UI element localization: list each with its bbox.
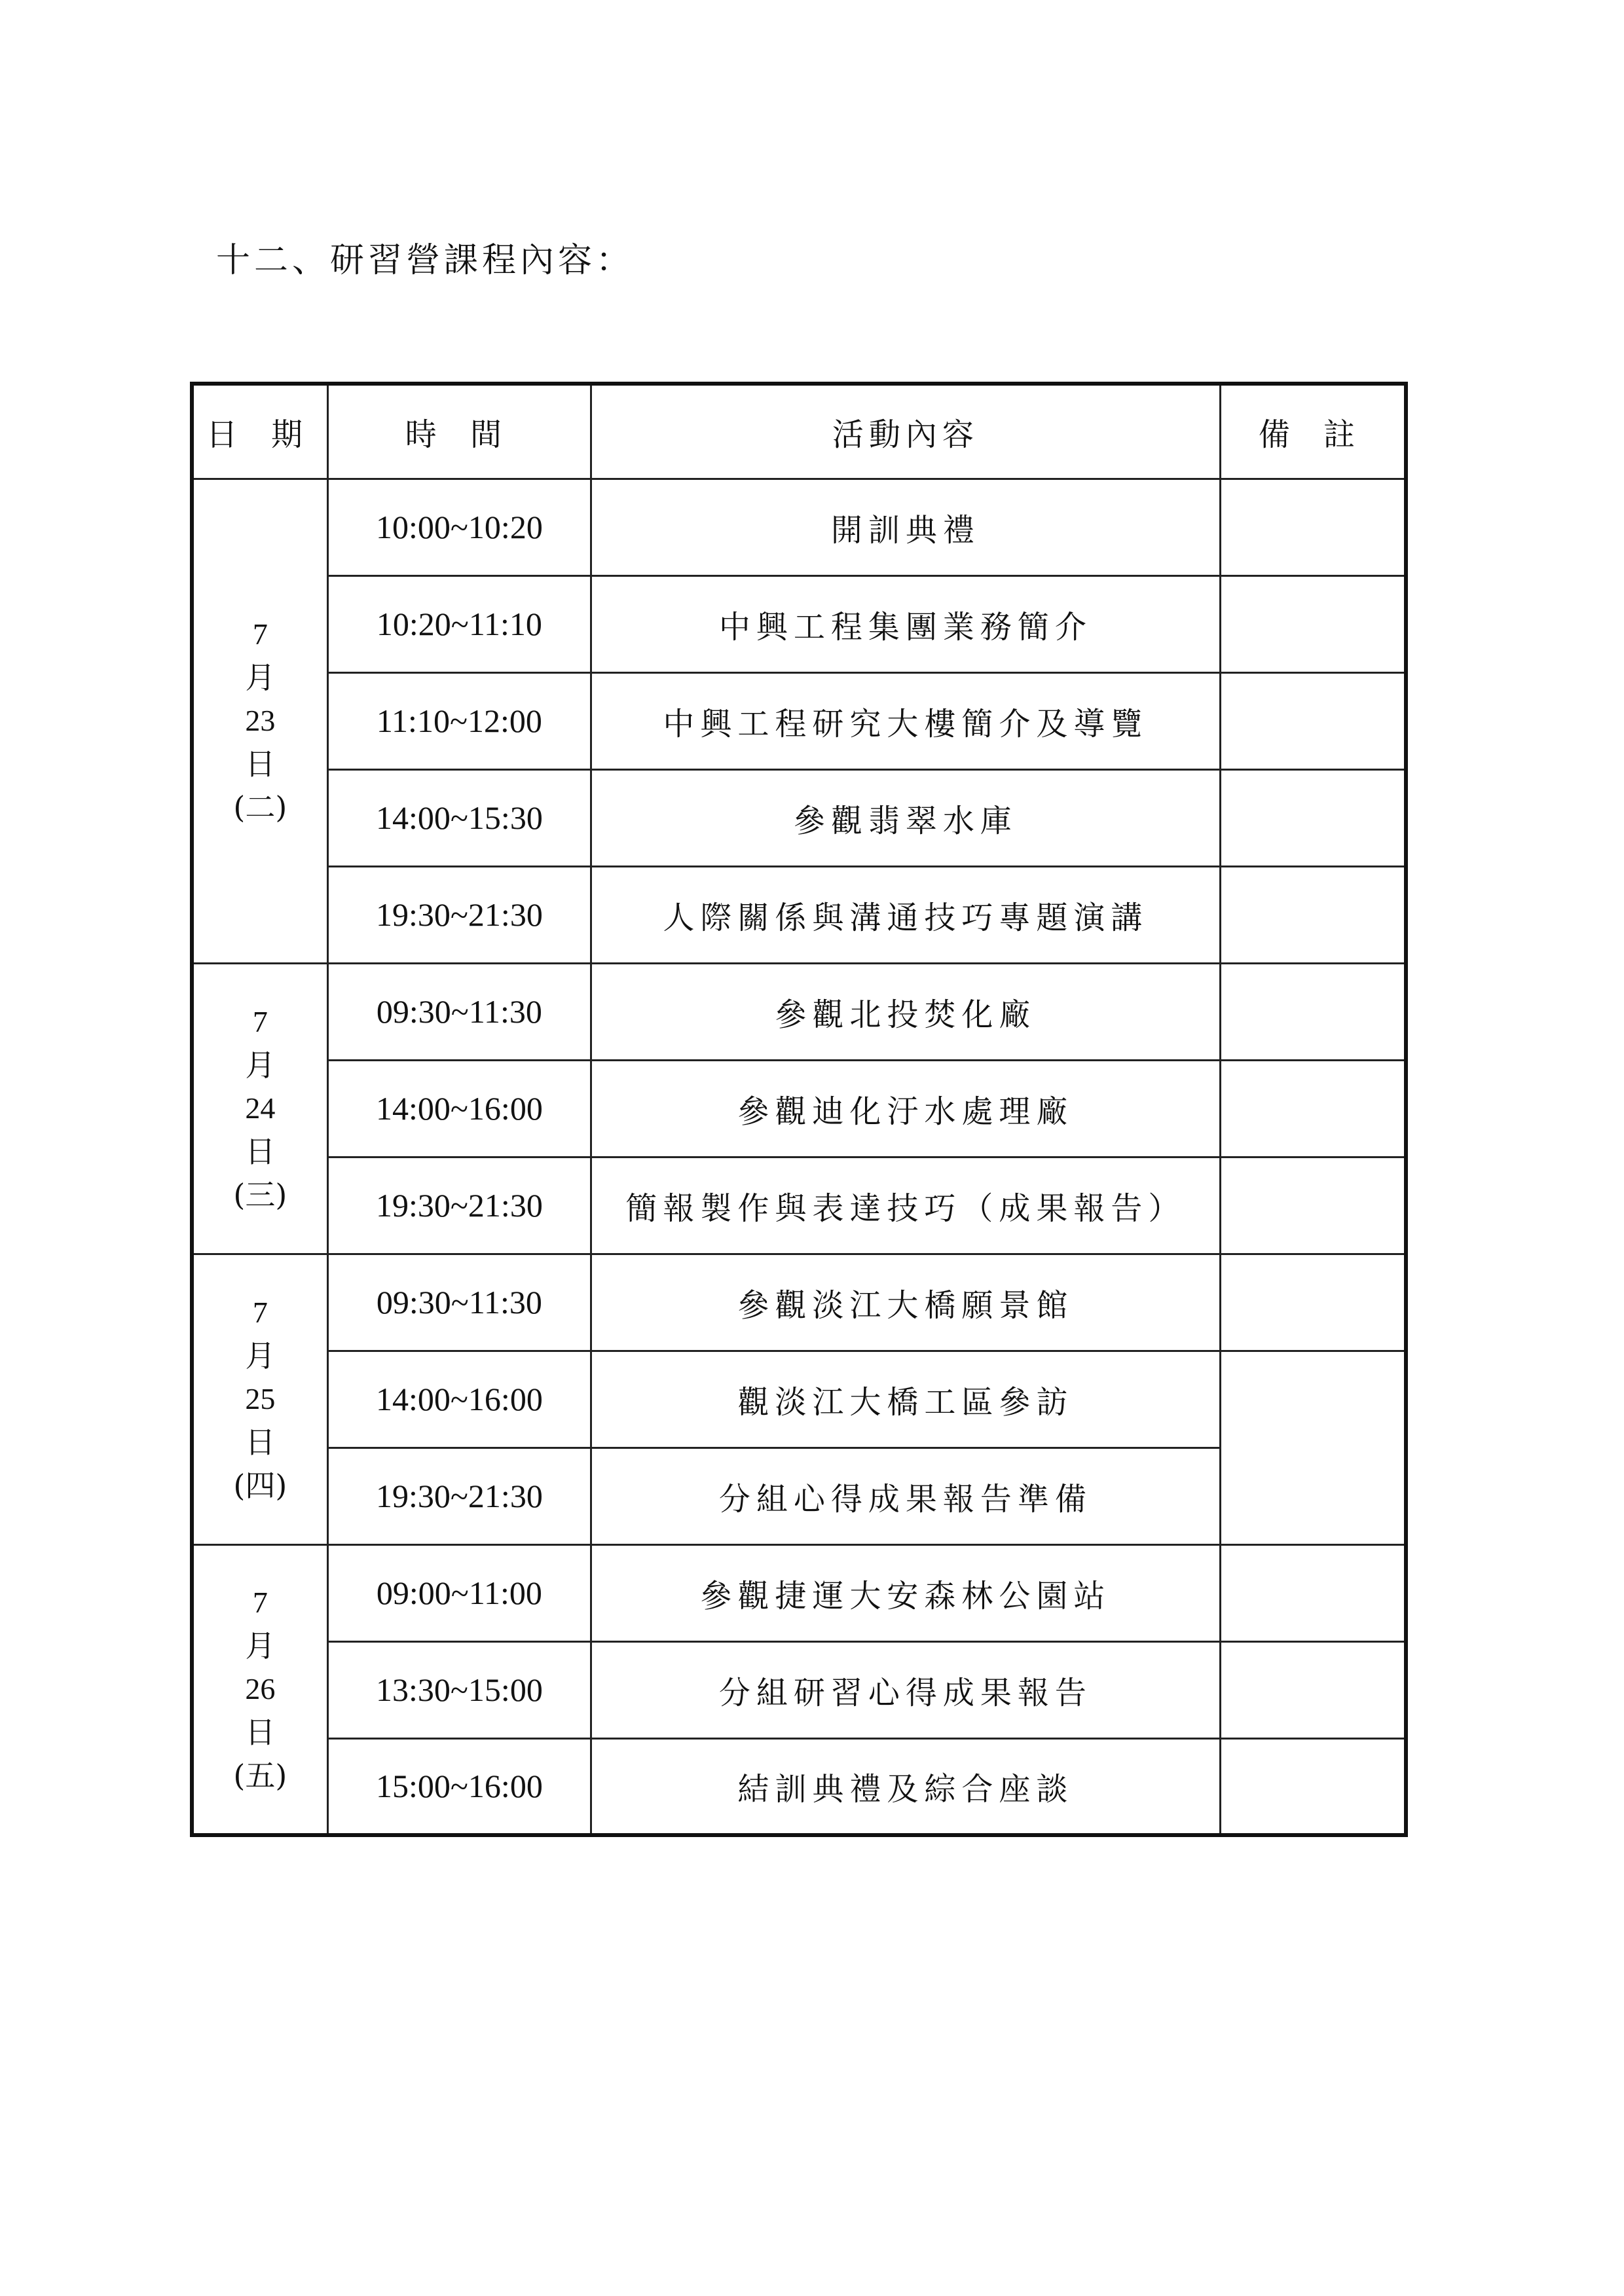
- session-activity: 分組心得成果報告準備: [591, 1448, 1221, 1544]
- session-activity: 參觀淡江大橋願景館: [591, 1254, 1221, 1351]
- session-note: [1220, 1157, 1406, 1254]
- session-activity: 結訓典禮及綜合座談: [591, 1738, 1221, 1835]
- table-row: [192, 769, 1406, 866]
- session-time: 15:00~16:00: [327, 1738, 591, 1835]
- session-activity: 開訓典禮: [591, 479, 1221, 575]
- session-note: [1220, 1544, 1406, 1641]
- date-month-char: 月: [245, 1338, 276, 1374]
- header-activity: 活動內容: [591, 384, 1221, 479]
- session-time: 09:00~11:00: [327, 1544, 591, 1641]
- table-row: [192, 479, 1406, 575]
- session-activity: 參觀北投焚化廠: [591, 963, 1221, 1060]
- table-row: [192, 963, 1406, 1060]
- session-activity: 參觀迪化汙水處理廠: [591, 1060, 1221, 1157]
- session-activity: 觀淡江大橋工區參訪: [591, 1351, 1221, 1448]
- session-note: [1220, 1641, 1406, 1738]
- session-time: 14:00~15:30: [327, 769, 591, 866]
- section-title: 十二、研習營課程內容：: [216, 241, 635, 280]
- table-row: [192, 1544, 1406, 1641]
- session-note: [1220, 1738, 1406, 1835]
- date-month: 7: [252, 1586, 268, 1620]
- date-day-char: 日: [245, 746, 276, 782]
- date-cell-day-3: [192, 1254, 327, 1544]
- table-row: [192, 1351, 1406, 1448]
- session-time: 19:30~21:30: [327, 866, 591, 963]
- session-note: [1220, 479, 1406, 575]
- session-activity: 參觀捷運大安森林公園站: [591, 1544, 1221, 1641]
- date-month: 7: [252, 1296, 268, 1329]
- session-activity: 參觀翡翠水庫: [591, 769, 1221, 866]
- date-weekday: (四): [233, 1468, 287, 1503]
- session-time: 10:00~10:20: [327, 479, 591, 575]
- date-day-char: 日: [245, 1134, 276, 1169]
- table-row: [192, 1157, 1406, 1254]
- date-cell-day-1: [192, 479, 327, 963]
- table-row: [192, 1060, 1406, 1157]
- date-day-char: 日: [245, 1715, 276, 1751]
- session-note: [1220, 672, 1406, 769]
- date-weekday: (三): [233, 1177, 287, 1212]
- session-time: 11:10~12:00: [327, 672, 591, 769]
- session-note: [1220, 769, 1406, 866]
- session-note: [1220, 1351, 1406, 1544]
- header-date: 日 期: [192, 384, 327, 479]
- date-day-char: 日: [245, 1425, 276, 1460]
- date-month: 7: [252, 617, 268, 651]
- table-row: [192, 1254, 1406, 1351]
- session-note: [1220, 575, 1406, 672]
- session-time: 14:00~16:00: [327, 1060, 591, 1157]
- header-row: [192, 384, 1406, 479]
- date-day: 26: [245, 1672, 276, 1706]
- table-row: [192, 1641, 1406, 1738]
- session-note: [1220, 1254, 1406, 1351]
- date-day: 25: [245, 1382, 276, 1415]
- session-activity: 中興工程集團業務簡介: [591, 575, 1221, 672]
- date-month-char: 月: [245, 1628, 276, 1664]
- session-time: 10:20~11:10: [327, 575, 591, 672]
- table-row: [192, 575, 1406, 672]
- session-note: [1220, 963, 1406, 1060]
- date-day: 23: [245, 704, 276, 737]
- session-activity: 人際關係與溝通技巧專題演講: [591, 866, 1221, 963]
- date-day: 24: [245, 1091, 276, 1125]
- date-weekday: (二): [233, 790, 287, 825]
- table-row: [192, 672, 1406, 769]
- date-month-char: 月: [245, 1048, 276, 1083]
- session-time: 14:00~16:00: [327, 1351, 591, 1448]
- date-month-char: 月: [245, 660, 276, 695]
- session-note: [1220, 1060, 1406, 1157]
- course-schedule-table: [190, 382, 1408, 1837]
- table-row: [192, 866, 1406, 963]
- session-note: [1220, 866, 1406, 963]
- date-cell-day-2: [192, 963, 327, 1254]
- session-time: 19:30~21:30: [327, 1157, 591, 1254]
- header-note: 備 註: [1220, 384, 1406, 479]
- session-time: 13:30~15:00: [327, 1641, 591, 1738]
- session-time: 09:30~11:30: [327, 963, 591, 1060]
- header-time: 時 間: [327, 384, 591, 479]
- session-activity: 中興工程研究大樓簡介及導覽: [591, 672, 1221, 769]
- session-time: 19:30~21:30: [327, 1448, 591, 1544]
- session-activity: 簡報製作與表達技巧（成果報告）: [591, 1157, 1221, 1254]
- date-cell-day-4: [192, 1544, 327, 1835]
- table-row: [192, 1738, 1406, 1835]
- date-weekday: (五): [233, 1758, 287, 1794]
- session-time: 09:30~11:30: [327, 1254, 591, 1351]
- date-month: 7: [252, 1005, 268, 1038]
- session-activity: 分組研習心得成果報告: [591, 1641, 1221, 1738]
